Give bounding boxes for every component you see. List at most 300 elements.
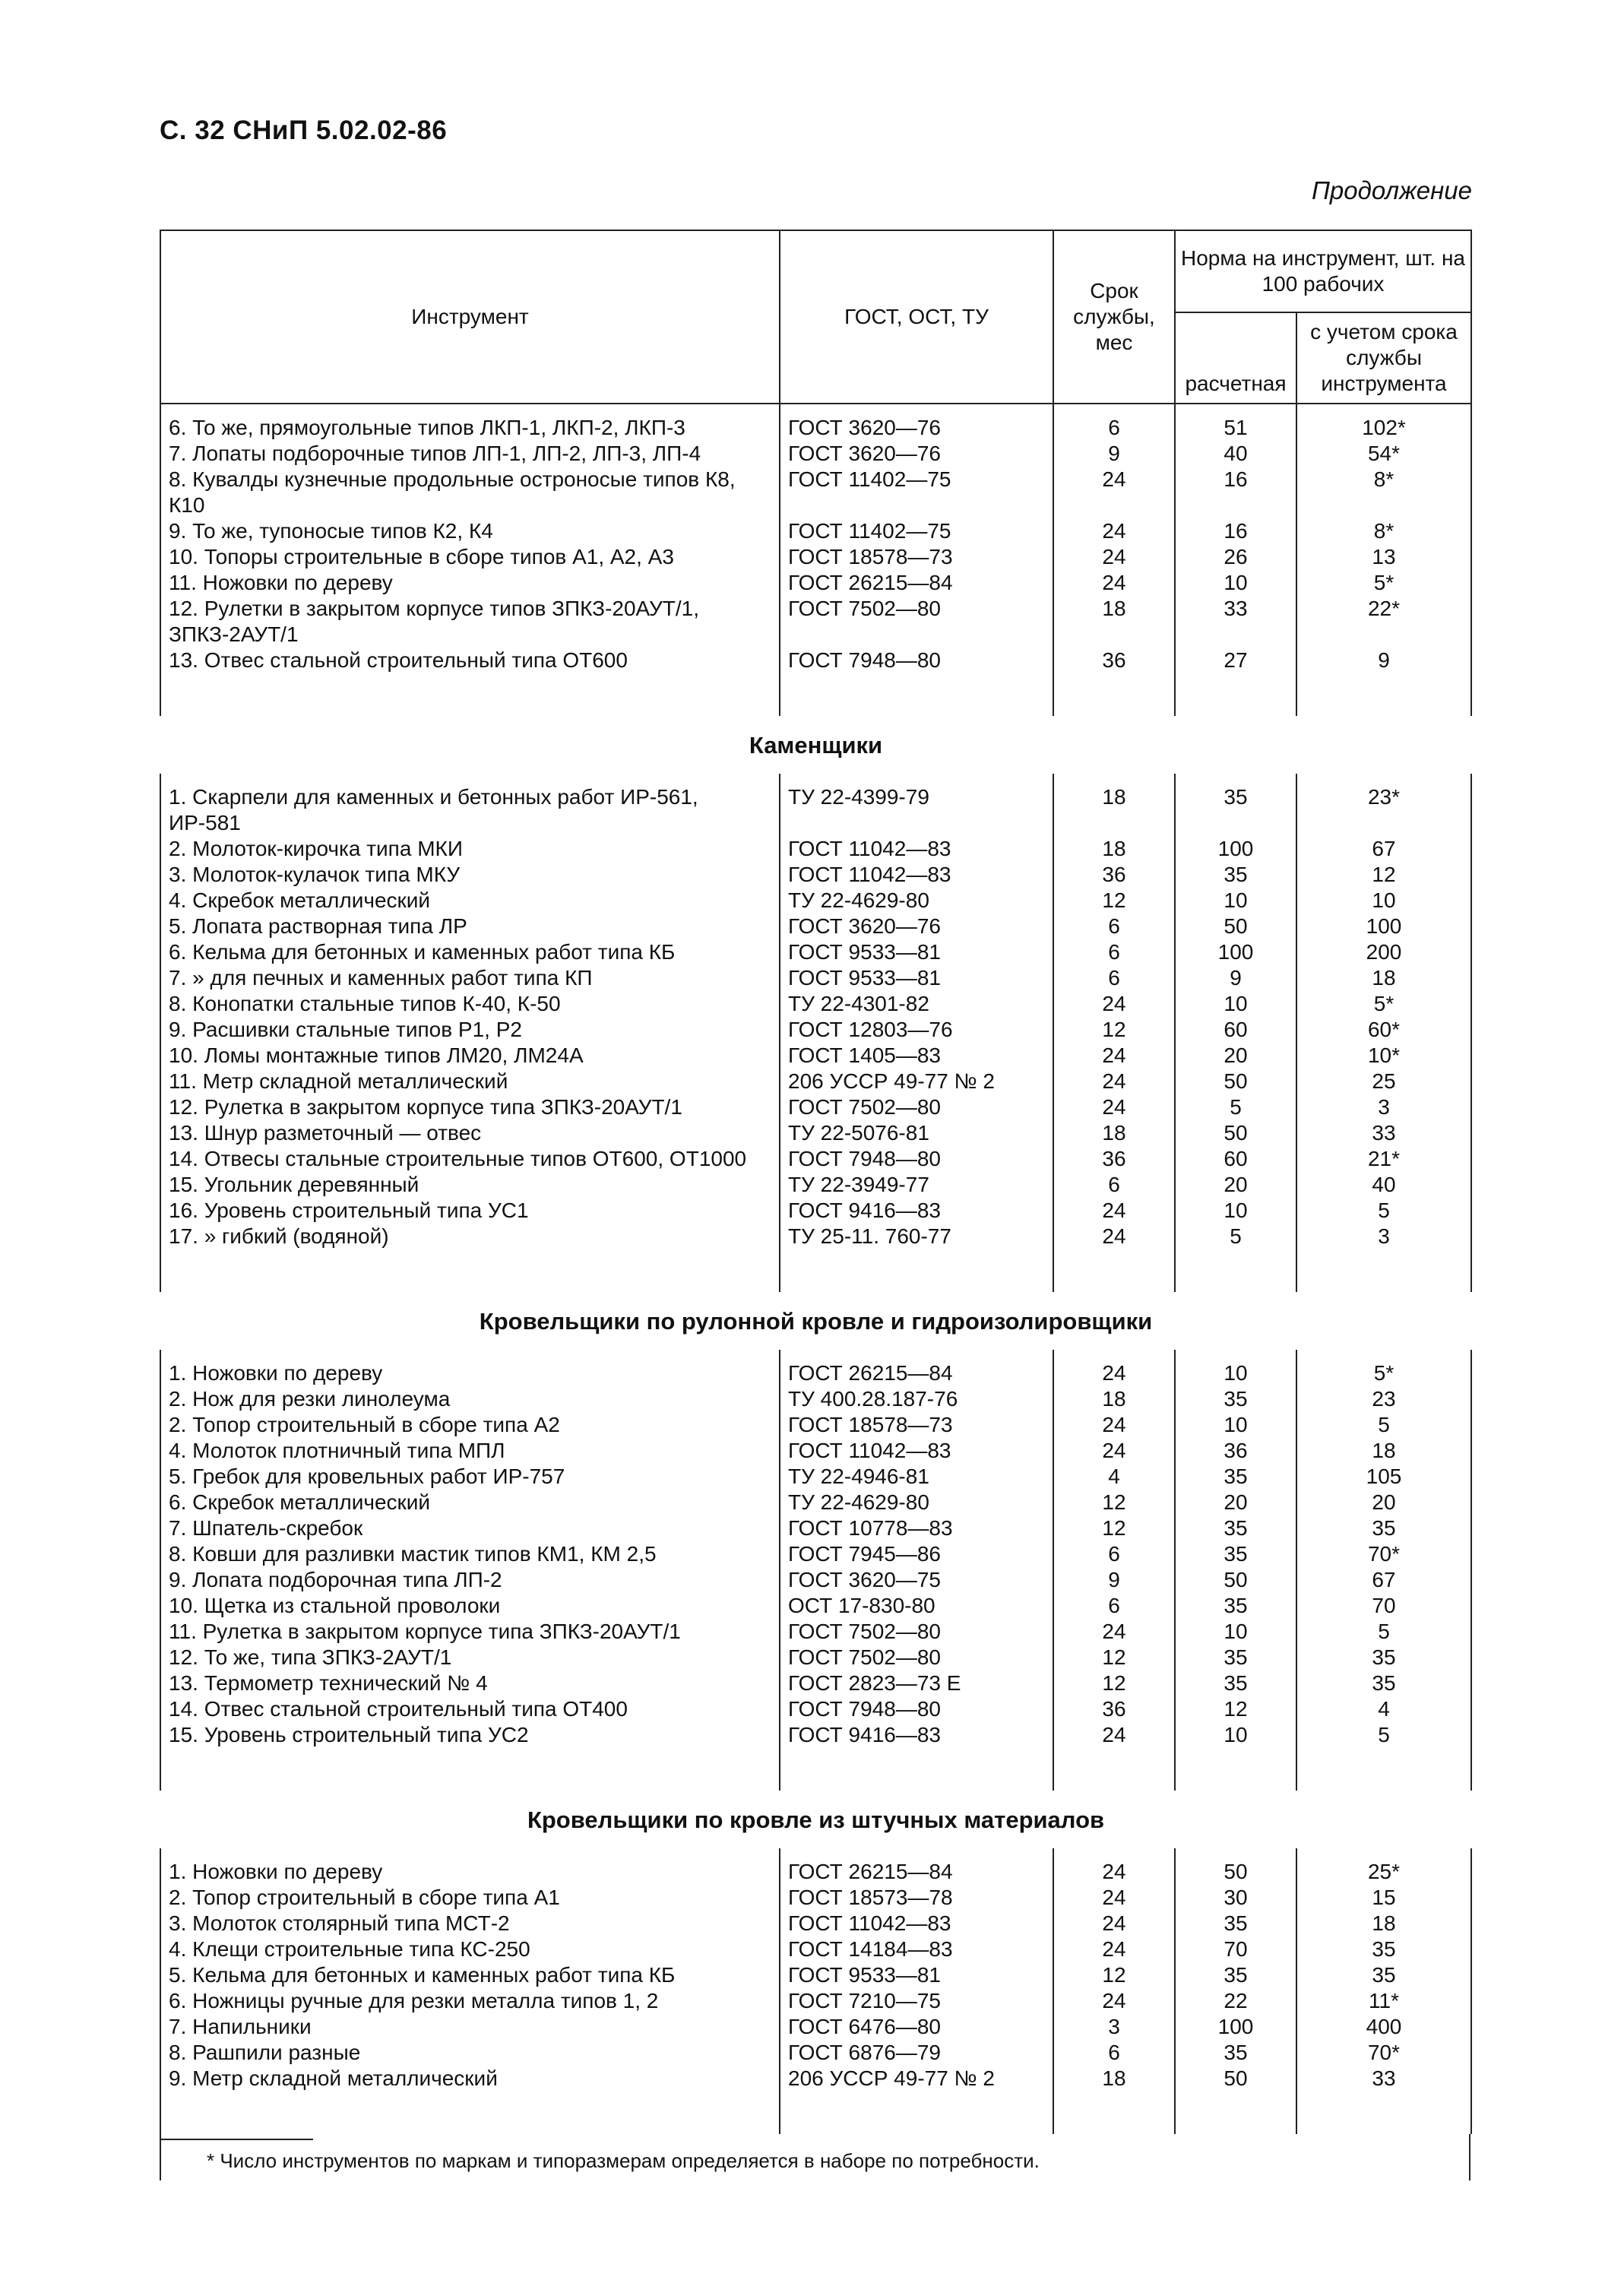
cell-gost: ОСТ 17-830-80 bbox=[780, 1593, 1053, 1619]
cell-term: 12 bbox=[1053, 1645, 1175, 1670]
cell-calc: 22 bbox=[1175, 1988, 1296, 2014]
cell-calc: 5 bbox=[1175, 1094, 1296, 1120]
cell-gost: ГОСТ 18578—73 bbox=[780, 544, 1053, 570]
cell-calc: 35 bbox=[1175, 1911, 1296, 1936]
section-title: Кровельщики по рулонной кровле и гидроизолировщики bbox=[479, 1308, 1153, 1335]
cell-calc: 16 bbox=[1175, 467, 1296, 518]
cell-instrument: 14. Отвес стальной строительный типа ОТ400 bbox=[160, 1696, 780, 1722]
cell-norm: 5 bbox=[1296, 1412, 1471, 1438]
cell-term: 6 bbox=[1053, 2040, 1175, 2066]
table-row bbox=[160, 1146, 1471, 1172]
cell-instrument: 6. То же, прямоугольные типов ЛКП-1, ЛКП-2, ЛКП-3 bbox=[160, 404, 780, 441]
cell-instrument: 11. Рулетка в закрытом корпусе типа ЗПКЗ-20АУТ/1 bbox=[160, 1619, 780, 1645]
table-row bbox=[160, 1412, 1471, 1438]
cell-gost: ГОСТ 11402—75 bbox=[780, 467, 1053, 518]
cell-instrument: 15. Уровень строительный типа УС2 bbox=[160, 1722, 780, 1791]
cell-instrument: 11. Метр складной металлический bbox=[160, 1069, 780, 1094]
cell-term: 18 bbox=[1053, 1120, 1175, 1146]
cell-term: 36 bbox=[1053, 648, 1175, 716]
cell-norm: 5* bbox=[1296, 570, 1471, 596]
cell-term: 3 bbox=[1053, 2014, 1175, 2040]
cell-term: 12 bbox=[1053, 1017, 1175, 1043]
cell-calc: 30 bbox=[1175, 1885, 1296, 1911]
cell-norm: 5* bbox=[1296, 1350, 1471, 1386]
cell-calc: 35 bbox=[1175, 774, 1296, 836]
table-row bbox=[160, 404, 1471, 441]
col-with-term: с учетом срока службы инструмента bbox=[1296, 312, 1471, 404]
col-calc: расчетная bbox=[1175, 312, 1296, 404]
table-row bbox=[160, 1490, 1471, 1515]
table-row bbox=[160, 1911, 1471, 1936]
table-row bbox=[160, 965, 1471, 991]
cell-instrument: 3. Молоток столярный типа МСТ-2 bbox=[160, 1911, 780, 1936]
section-title-row bbox=[160, 1791, 1471, 1848]
cell-instrument: 1. Ножовки по дереву bbox=[160, 1350, 780, 1386]
cell-term: 18 bbox=[1053, 1386, 1175, 1412]
cell-term: 12 bbox=[1053, 1490, 1175, 1515]
table-row bbox=[160, 2014, 1471, 2040]
cell-norm: 12 bbox=[1296, 862, 1471, 888]
table-row bbox=[160, 1094, 1471, 1120]
cell-calc: 10 bbox=[1175, 1412, 1296, 1438]
cell-calc: 35 bbox=[1175, 1670, 1296, 1696]
cell-term: 36 bbox=[1053, 1146, 1175, 1172]
cell-instrument: 15. Угольник деревянный bbox=[160, 1172, 780, 1198]
cell-norm: 10 bbox=[1296, 888, 1471, 914]
cell-calc: 60 bbox=[1175, 1017, 1296, 1043]
cell-gost: ТУ 22-4629-80 bbox=[780, 888, 1053, 914]
table-row bbox=[160, 1541, 1471, 1567]
cell-instrument: 12. Рулетки в закрытом корпусе типов ЗПКЗ-20АУТ/1, ЗПКЗ-2АУТ/1 bbox=[160, 596, 780, 648]
table-row bbox=[160, 1722, 1471, 1791]
col-term: Срок службы, мес bbox=[1053, 230, 1175, 404]
col-gost: ГОСТ, ОСТ, ТУ bbox=[780, 230, 1053, 404]
table-row bbox=[160, 1438, 1471, 1464]
cell-term: 24 bbox=[1053, 570, 1175, 596]
table-row bbox=[160, 1017, 1471, 1043]
cell-instrument: 13. Отвес стальной строительный типа ОТ600 bbox=[160, 648, 780, 716]
cell-term: 24 bbox=[1053, 544, 1175, 570]
cell-norm: 23 bbox=[1296, 1386, 1471, 1412]
table-row bbox=[160, 1696, 1471, 1722]
cell-norm: 70* bbox=[1296, 2040, 1471, 2066]
table-row bbox=[160, 1593, 1471, 1619]
cell-gost: ГОСТ 12803—76 bbox=[780, 1017, 1053, 1043]
cell-calc: 50 bbox=[1175, 2066, 1296, 2134]
cell-calc: 10 bbox=[1175, 570, 1296, 596]
cell-calc: 10 bbox=[1175, 1198, 1296, 1224]
cell-instrument: 1. Скарпели для каменных и бетонных работ ИР-561, ИР-581 bbox=[160, 774, 780, 836]
cell-gost: ГОСТ 9533—81 bbox=[780, 1962, 1053, 1988]
cell-norm: 100 bbox=[1296, 914, 1471, 939]
cell-instrument: 7. Напильники bbox=[160, 2014, 780, 2040]
cell-term: 24 bbox=[1053, 1069, 1175, 1094]
cell-gost: 206 УССР 49-77 № 2 bbox=[780, 2066, 1053, 2134]
cell-term: 24 bbox=[1053, 1438, 1175, 1464]
cell-gost: ГОСТ 7210—75 bbox=[780, 1988, 1053, 2014]
cell-gost: ГОСТ 7948—80 bbox=[780, 1696, 1053, 1722]
cell-term: 6 bbox=[1053, 404, 1175, 441]
cell-gost: ТУ 25-11. 760-77 bbox=[780, 1224, 1053, 1292]
table-row bbox=[160, 570, 1471, 596]
table-row bbox=[160, 441, 1471, 467]
cell-instrument: 4. Скребок металлический bbox=[160, 888, 780, 914]
cell-norm: 4 bbox=[1296, 1696, 1471, 1722]
table-row bbox=[160, 1172, 1471, 1198]
cell-term: 24 bbox=[1053, 1043, 1175, 1069]
cell-calc: 10 bbox=[1175, 991, 1296, 1017]
cell-instrument: 6. Ножницы ручные для резки металла типов 1, 2 bbox=[160, 1988, 780, 2014]
cell-term: 24 bbox=[1053, 1350, 1175, 1386]
tools-table bbox=[160, 230, 1470, 2180]
table-row bbox=[160, 1848, 1471, 1885]
cell-gost: ГОСТ 11042—83 bbox=[780, 836, 1053, 862]
cell-term: 24 bbox=[1053, 1198, 1175, 1224]
cell-term: 12 bbox=[1053, 888, 1175, 914]
table-row bbox=[160, 1670, 1471, 1696]
cell-norm: 10* bbox=[1296, 1043, 1471, 1069]
cell-term: 6 bbox=[1053, 939, 1175, 965]
table-row bbox=[160, 1386, 1471, 1412]
cell-instrument: 8. Рашпили разные bbox=[160, 2040, 780, 2066]
table-row bbox=[160, 1962, 1471, 1988]
cell-norm: 60* bbox=[1296, 1017, 1471, 1043]
cell-gost: ГОСТ 18573—78 bbox=[780, 1885, 1053, 1911]
cell-norm: 3 bbox=[1296, 1094, 1471, 1120]
cell-calc: 16 bbox=[1175, 518, 1296, 544]
cell-term: 6 bbox=[1053, 1172, 1175, 1198]
cell-calc: 20 bbox=[1175, 1043, 1296, 1069]
table-row bbox=[160, 596, 1471, 648]
table-row bbox=[160, 1885, 1471, 1911]
table-row bbox=[160, 1069, 1471, 1094]
col-instrument: Инструмент bbox=[160, 230, 780, 404]
cell-term: 9 bbox=[1053, 441, 1175, 467]
cell-gost: ГОСТ 11402—75 bbox=[780, 518, 1053, 544]
footnote-block bbox=[160, 2134, 1470, 2180]
cell-instrument: 9. Лопата подборочная типа ЛП-2 bbox=[160, 1567, 780, 1593]
table-row bbox=[160, 862, 1471, 888]
cell-gost: ГОСТ 7502—80 bbox=[780, 1645, 1053, 1670]
cell-gost: ГОСТ 9533—81 bbox=[780, 939, 1053, 965]
table-row bbox=[160, 991, 1471, 1017]
cell-calc: 12 bbox=[1175, 1696, 1296, 1722]
cell-instrument: 13. Термометр технический № 4 bbox=[160, 1670, 780, 1696]
cell-gost: ГОСТ 9533—81 bbox=[780, 965, 1053, 991]
cell-gost: ГОСТ 26215—84 bbox=[780, 570, 1053, 596]
cell-norm: 200 bbox=[1296, 939, 1471, 965]
cell-instrument: 2. Топор строительный в сборе типа А1 bbox=[160, 1885, 780, 1911]
cell-calc: 10 bbox=[1175, 888, 1296, 914]
cell-norm: 67 bbox=[1296, 836, 1471, 862]
cell-instrument: 10. Топоры строительные в сборе типов А1, А2, А3 bbox=[160, 544, 780, 570]
cell-term: 24 bbox=[1053, 467, 1175, 518]
cell-norm: 11* bbox=[1296, 1988, 1471, 2014]
cell-calc: 35 bbox=[1175, 1541, 1296, 1567]
table-row bbox=[160, 1043, 1471, 1069]
cell-instrument: 5. Гребок для кровельных работ ИР-757 bbox=[160, 1464, 780, 1490]
cell-calc: 35 bbox=[1175, 2040, 1296, 2066]
cell-instrument: 7. » для печных и каменных работ типа КП bbox=[160, 965, 780, 991]
table-row bbox=[160, 467, 1471, 518]
cell-instrument: 6. Кельма для бетонных и каменных работ типа КБ bbox=[160, 939, 780, 965]
cell-term: 4 bbox=[1053, 1464, 1175, 1490]
cell-calc: 50 bbox=[1175, 1848, 1296, 1885]
cell-calc: 50 bbox=[1175, 914, 1296, 939]
cell-instrument: 5. Кельма для бетонных и каменных работ типа КБ bbox=[160, 1962, 780, 1988]
cell-gost: ГОСТ 9416—83 bbox=[780, 1198, 1053, 1224]
cell-gost: ГОСТ 11042—83 bbox=[780, 1438, 1053, 1464]
cell-calc: 35 bbox=[1175, 862, 1296, 888]
table-row bbox=[160, 1645, 1471, 1670]
cell-instrument: 10. Щетка из стальной проволоки bbox=[160, 1593, 780, 1619]
cell-norm: 35 bbox=[1296, 1670, 1471, 1696]
cell-calc: 50 bbox=[1175, 1120, 1296, 1146]
section-title: Каменщики bbox=[749, 732, 883, 758]
cell-calc: 26 bbox=[1175, 544, 1296, 570]
cell-norm: 35 bbox=[1296, 1645, 1471, 1670]
cell-gost: ТУ 22-5076-81 bbox=[780, 1120, 1053, 1146]
cell-gost: ТУ 22-4301-82 bbox=[780, 991, 1053, 1017]
cell-term: 6 bbox=[1053, 914, 1175, 939]
cell-instrument: 2. Нож для резки линолеума bbox=[160, 1386, 780, 1412]
cell-term: 24 bbox=[1053, 991, 1175, 1017]
col-norm: Норма на инструмент, шт. на 100 рабочих bbox=[1175, 230, 1471, 312]
cell-norm: 5 bbox=[1296, 1198, 1471, 1224]
cell-norm: 8* bbox=[1296, 467, 1471, 518]
cell-gost: ГОСТ 6476—80 bbox=[780, 2014, 1053, 2040]
table-row bbox=[160, 1936, 1471, 1962]
cell-instrument: 5. Лопата растворная типа ЛР bbox=[160, 914, 780, 939]
cell-term: 6 bbox=[1053, 1541, 1175, 1567]
cell-term: 24 bbox=[1053, 1936, 1175, 1962]
cell-calc: 33 bbox=[1175, 596, 1296, 648]
cell-gost: ГОСТ 3620—76 bbox=[780, 404, 1053, 441]
cell-gost: ГОСТ 3620—76 bbox=[780, 441, 1053, 467]
cell-term: 24 bbox=[1053, 1848, 1175, 1885]
cell-instrument: 12. То же, типа ЗПКЗ-2АУТ/1 bbox=[160, 1645, 780, 1670]
section-title-row bbox=[160, 1292, 1471, 1350]
cell-instrument: 6. Скребок металлический bbox=[160, 1490, 780, 1515]
cell-instrument: 8. Конопатки стальные типов К-40, К-50 bbox=[160, 991, 780, 1017]
cell-calc: 40 bbox=[1175, 441, 1296, 467]
cell-gost: ТУ 22-4629-80 bbox=[780, 1490, 1053, 1515]
cell-calc: 100 bbox=[1175, 939, 1296, 965]
table-row bbox=[160, 2040, 1471, 2066]
cell-instrument: 7. Лопаты подборочные типов ЛП-1, ЛП-2, ЛП-3, ЛП-4 bbox=[160, 441, 780, 467]
cell-instrument: 10. Ломы монтажные типов ЛМ20, ЛМ24А bbox=[160, 1043, 780, 1069]
cell-instrument: 13. Шнур разметочный — отвес bbox=[160, 1120, 780, 1146]
cell-instrument: 16. Уровень строительный типа УС1 bbox=[160, 1198, 780, 1224]
cell-gost: ГОСТ 3620—76 bbox=[780, 914, 1053, 939]
table-row bbox=[160, 1224, 1471, 1292]
cell-gost: ГОСТ 6876—79 bbox=[780, 2040, 1053, 2066]
cell-term: 9 bbox=[1053, 1567, 1175, 1593]
cell-norm: 102* bbox=[1296, 404, 1471, 441]
cell-instrument: 8. Ковши для разливки мастик типов КМ1, КМ 2,5 bbox=[160, 1541, 780, 1567]
cell-calc: 35 bbox=[1175, 1962, 1296, 1988]
cell-gost: ТУ 22-3949-77 bbox=[780, 1172, 1053, 1198]
cell-term: 18 bbox=[1053, 2066, 1175, 2134]
cell-gost: ГОСТ 10778—83 bbox=[780, 1515, 1053, 1541]
cell-instrument: 2. Молоток-кирочка типа МКИ bbox=[160, 836, 780, 862]
cell-term: 12 bbox=[1053, 1962, 1175, 1988]
cell-norm: 40 bbox=[1296, 1172, 1471, 1198]
cell-instrument: 11. Ножовки по дереву bbox=[160, 570, 780, 596]
cell-norm: 21* bbox=[1296, 1146, 1471, 1172]
cell-gost: ГОСТ 11042—83 bbox=[780, 1911, 1053, 1936]
cell-calc: 35 bbox=[1175, 1593, 1296, 1619]
cell-norm: 5 bbox=[1296, 1619, 1471, 1645]
continuation-label: Продолжение bbox=[1311, 176, 1472, 204]
cell-calc: 60 bbox=[1175, 1146, 1296, 1172]
cell-gost: ГОСТ 7502—80 bbox=[780, 596, 1053, 648]
table-row bbox=[160, 1464, 1471, 1490]
cell-norm: 25* bbox=[1296, 1848, 1471, 1885]
table-row bbox=[160, 939, 1471, 965]
cell-norm: 400 bbox=[1296, 2014, 1471, 2040]
cell-instrument: 14. Отвесы стальные строительные типов ОТ600, ОТ1000 bbox=[160, 1146, 780, 1172]
page-header: С. 32 СНиП 5.02.02-86 bbox=[160, 116, 448, 145]
cell-instrument: 7. Шпатель-скребок bbox=[160, 1515, 780, 1541]
cell-calc: 5 bbox=[1175, 1224, 1296, 1292]
table-row bbox=[160, 1988, 1471, 2014]
cell-norm: 70* bbox=[1296, 1541, 1471, 1567]
cell-norm: 33 bbox=[1296, 2066, 1471, 2134]
cell-instrument: 9. Расшивки стальные типов Р1, Р2 bbox=[160, 1017, 780, 1043]
cell-gost: ГОСТ 7948—80 bbox=[780, 1146, 1053, 1172]
cell-gost: ГОСТ 7948—80 bbox=[780, 648, 1053, 716]
cell-norm: 13 bbox=[1296, 544, 1471, 570]
cell-norm: 18 bbox=[1296, 1911, 1471, 1936]
cell-calc: 100 bbox=[1175, 2014, 1296, 2040]
cell-gost: ГОСТ 11042—83 bbox=[780, 862, 1053, 888]
cell-calc: 35 bbox=[1175, 1645, 1296, 1670]
table-body bbox=[160, 404, 1471, 2134]
cell-gost: ГОСТ 9416—83 bbox=[780, 1722, 1053, 1791]
cell-gost: ГОСТ 26215—84 bbox=[780, 1848, 1053, 1885]
cell-norm: 15 bbox=[1296, 1885, 1471, 1911]
cell-term: 6 bbox=[1053, 965, 1175, 991]
cell-term: 24 bbox=[1053, 1885, 1175, 1911]
cell-term: 18 bbox=[1053, 596, 1175, 648]
cell-norm: 33 bbox=[1296, 1120, 1471, 1146]
table-row bbox=[160, 518, 1471, 544]
cell-instrument: 4. Молоток плотничный типа МПЛ bbox=[160, 1438, 780, 1464]
table-row bbox=[160, 544, 1471, 570]
cell-calc: 9 bbox=[1175, 965, 1296, 991]
cell-instrument: 17. » гибкий (водяной) bbox=[160, 1224, 780, 1292]
cell-gost: ГОСТ 3620—75 bbox=[780, 1567, 1053, 1593]
cell-term: 24 bbox=[1053, 1412, 1175, 1438]
cell-term: 24 bbox=[1053, 1911, 1175, 1936]
cell-norm: 18 bbox=[1296, 965, 1471, 991]
cell-instrument: 3. Молоток-кулачок типа МКУ bbox=[160, 862, 780, 888]
cell-norm: 35 bbox=[1296, 1936, 1471, 1962]
cell-term: 12 bbox=[1053, 1670, 1175, 1696]
cell-instrument: 1. Ножовки по дереву bbox=[160, 1848, 780, 1885]
cell-calc: 10 bbox=[1175, 1350, 1296, 1386]
cell-term: 36 bbox=[1053, 862, 1175, 888]
cell-calc: 20 bbox=[1175, 1172, 1296, 1198]
cell-term: 24 bbox=[1053, 1988, 1175, 2014]
table-row bbox=[160, 836, 1471, 862]
table-row bbox=[160, 914, 1471, 939]
cell-gost: ГОСТ 7502—80 bbox=[780, 1619, 1053, 1645]
cell-term: 6 bbox=[1053, 1593, 1175, 1619]
cell-gost: ГОСТ 2823—73 Е bbox=[780, 1670, 1053, 1696]
cell-calc: 50 bbox=[1175, 1069, 1296, 1094]
cell-norm: 23* bbox=[1296, 774, 1471, 836]
cell-gost: ТУ 22-4399-79 bbox=[780, 774, 1053, 836]
cell-instrument: 2. Топор строительный в сборе типа А2 bbox=[160, 1412, 780, 1438]
footnote-rule bbox=[161, 2139, 313, 2140]
cell-norm: 22* bbox=[1296, 596, 1471, 648]
cell-term: 12 bbox=[1053, 1515, 1175, 1541]
table-row bbox=[160, 2066, 1471, 2134]
cell-norm: 54* bbox=[1296, 441, 1471, 467]
table-row bbox=[160, 888, 1471, 914]
table-row bbox=[160, 648, 1471, 716]
cell-norm: 20 bbox=[1296, 1490, 1471, 1515]
cell-term: 24 bbox=[1053, 1094, 1175, 1120]
cell-gost: ГОСТ 7945—86 bbox=[780, 1541, 1053, 1567]
section-title-row bbox=[160, 716, 1471, 774]
cell-calc: 35 bbox=[1175, 1515, 1296, 1541]
cell-norm: 3 bbox=[1296, 1224, 1471, 1292]
cell-instrument: 9. Метр складной металлический bbox=[160, 2066, 780, 2134]
cell-term: 18 bbox=[1053, 836, 1175, 862]
cell-calc: 27 bbox=[1175, 648, 1296, 716]
table-header bbox=[160, 230, 1471, 404]
cell-gost: ГОСТ 14184—83 bbox=[780, 1936, 1053, 1962]
cell-norm: 25 bbox=[1296, 1069, 1471, 1094]
cell-calc: 51 bbox=[1175, 404, 1296, 441]
cell-norm: 9 bbox=[1296, 648, 1471, 716]
cell-norm: 8* bbox=[1296, 518, 1471, 544]
cell-instrument: 8. Кувалды кузнечные продольные остроносые типов К8, К10 bbox=[160, 467, 780, 518]
cell-calc: 100 bbox=[1175, 836, 1296, 862]
cell-calc: 50 bbox=[1175, 1567, 1296, 1593]
table-row bbox=[160, 1120, 1471, 1146]
section-title: Кровельщики по кровле из штучных материалов bbox=[527, 1807, 1105, 1833]
cell-norm: 18 bbox=[1296, 1438, 1471, 1464]
cell-gost: 206 УССР 49-77 № 2 bbox=[780, 1069, 1053, 1094]
cell-gost: ГОСТ 26215—84 bbox=[780, 1350, 1053, 1386]
cell-norm: 35 bbox=[1296, 1515, 1471, 1541]
cell-gost: ТУ 22-4946-81 bbox=[780, 1464, 1053, 1490]
cell-term: 18 bbox=[1053, 774, 1175, 836]
cell-calc: 35 bbox=[1175, 1386, 1296, 1412]
cell-norm: 67 bbox=[1296, 1567, 1471, 1593]
cell-term: 24 bbox=[1053, 1619, 1175, 1645]
table-row bbox=[160, 774, 1471, 836]
table-row bbox=[160, 1567, 1471, 1593]
cell-gost: ГОСТ 1405—83 bbox=[780, 1043, 1053, 1069]
cell-gost: ГОСТ 18578—73 bbox=[780, 1412, 1053, 1438]
cell-calc: 10 bbox=[1175, 1722, 1296, 1791]
cell-norm: 5* bbox=[1296, 991, 1471, 1017]
cell-gost: ГОСТ 7502—80 bbox=[780, 1094, 1053, 1120]
cell-norm: 5 bbox=[1296, 1722, 1471, 1791]
cell-term: 24 bbox=[1053, 518, 1175, 544]
cell-calc: 20 bbox=[1175, 1490, 1296, 1515]
table-row bbox=[160, 1350, 1471, 1386]
cell-gost: ТУ 400.28.187-76 bbox=[780, 1386, 1053, 1412]
cell-term: 24 bbox=[1053, 1224, 1175, 1292]
table-row bbox=[160, 1198, 1471, 1224]
footnote: * Число инструментов по маркам и типоразмерам определяется в наборе по потребности. bbox=[207, 2149, 1040, 2172]
